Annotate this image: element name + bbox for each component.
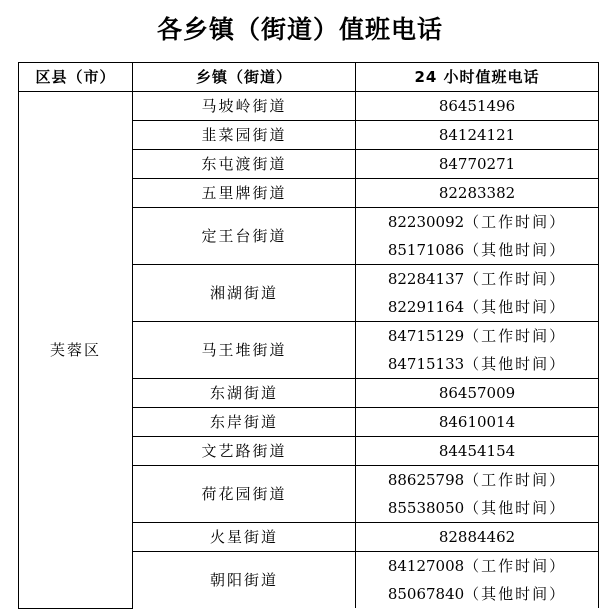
phone-line — [356, 552, 598, 580]
phone-line — [356, 408, 598, 436]
header-street: 乡镇（街道） — [133, 63, 356, 92]
phone-number[interactable]: 84770271 — [438, 155, 516, 173]
phone-number[interactable]: 86457009 — [438, 384, 516, 402]
street-name-cell: 马王堆街道 — [133, 322, 356, 379]
street-name-cell: 东湖街道 — [133, 379, 356, 408]
phone-line — [356, 437, 598, 465]
street-name-cell: 火星街道 — [133, 523, 356, 552]
phone-line — [356, 494, 598, 522]
phone-cell — [356, 150, 599, 179]
street-name-cell: 东屯渡街道 — [133, 150, 356, 179]
phone-line — [356, 322, 598, 350]
phone-number[interactable]: 84715129 — [387, 327, 465, 345]
phone-line — [356, 293, 598, 321]
district-cell: 芙蓉区 — [19, 92, 133, 609]
phone-cell — [356, 92, 599, 121]
phone-time-note: （其他时间） — [464, 241, 567, 259]
street-name-cell: 韭菜园街道 — [133, 121, 356, 150]
phone-number[interactable]: 82284137 — [387, 270, 465, 288]
phone-number[interactable]: 84610014 — [438, 413, 516, 431]
phone-number[interactable]: 85067840 — [387, 585, 465, 603]
phone-cell — [356, 379, 599, 408]
phone-number[interactable]: 82230092 — [387, 213, 465, 231]
phone-line — [356, 466, 598, 494]
phone-cell — [356, 437, 599, 466]
street-name-cell: 东岸街道 — [133, 408, 356, 437]
phone-time-note: （其他时间） — [464, 355, 567, 373]
phone-line — [356, 121, 598, 149]
phone-line — [356, 208, 598, 236]
phone-cell — [356, 552, 599, 609]
table-header-row — [19, 63, 599, 92]
street-name-cell: 马坡岭街道 — [133, 92, 356, 121]
phone-cell — [356, 408, 599, 437]
phone-number[interactable]: 85171086 — [387, 241, 465, 259]
phone-cell — [356, 523, 599, 552]
table-row — [19, 92, 599, 121]
phone-line — [356, 379, 598, 407]
phone-number[interactable]: 86451496 — [438, 97, 516, 115]
phone-time-note: （工作时间） — [464, 557, 567, 575]
phone-number[interactable]: 84454154 — [438, 442, 516, 460]
phone-time-note: （其他时间） — [464, 585, 567, 603]
phone-line — [356, 523, 598, 551]
street-name-cell: 文艺路街道 — [133, 437, 356, 466]
phone-cell — [356, 208, 599, 265]
phone-cell — [356, 265, 599, 322]
phone-number[interactable]: 84124121 — [438, 126, 516, 144]
phone-cell — [356, 179, 599, 208]
document-title: 各乡镇（街道）值班电话 — [156, 15, 443, 44]
phone-number[interactable]: 82884462 — [438, 528, 516, 546]
phone-cell — [356, 466, 599, 523]
phone-number[interactable]: 82283382 — [438, 184, 516, 202]
phone-time-note: （其他时间） — [464, 298, 567, 316]
header-phone: 24 小时值班电话 — [356, 63, 599, 92]
phone-line — [356, 580, 598, 608]
header-district: 区县（市） — [19, 63, 133, 92]
phone-line — [356, 150, 598, 178]
phone-line — [356, 92, 598, 120]
phone-cell — [356, 121, 599, 150]
street-name-cell: 五里牌街道 — [133, 179, 356, 208]
phone-number[interactable]: 82291164 — [387, 298, 465, 316]
street-name-cell: 朝阳街道 — [133, 552, 356, 609]
phone-time-note: （工作时间） — [464, 213, 567, 231]
street-name-cell: 定王台街道 — [133, 208, 356, 265]
phone-line — [356, 179, 598, 207]
phone-line — [356, 236, 598, 264]
duty-phone-table — [18, 62, 599, 609]
phone-line — [356, 350, 598, 378]
phone-number[interactable]: 84715133 — [387, 355, 465, 373]
phone-time-note: （工作时间） — [464, 471, 567, 489]
street-name-cell: 荷花园街道 — [133, 466, 356, 523]
phone-number[interactable]: 88625798 — [387, 471, 465, 489]
phone-line — [356, 265, 598, 293]
phone-number[interactable]: 85538050 — [387, 499, 465, 517]
phone-time-note: （工作时间） — [464, 327, 567, 345]
phone-cell — [356, 322, 599, 379]
street-name-cell: 湘湖街道 — [133, 265, 356, 322]
table-body — [19, 92, 599, 609]
phone-number[interactable]: 84127008 — [387, 557, 465, 575]
phone-time-note: （其他时间） — [464, 499, 567, 517]
phone-time-note: （工作时间） — [464, 270, 567, 288]
